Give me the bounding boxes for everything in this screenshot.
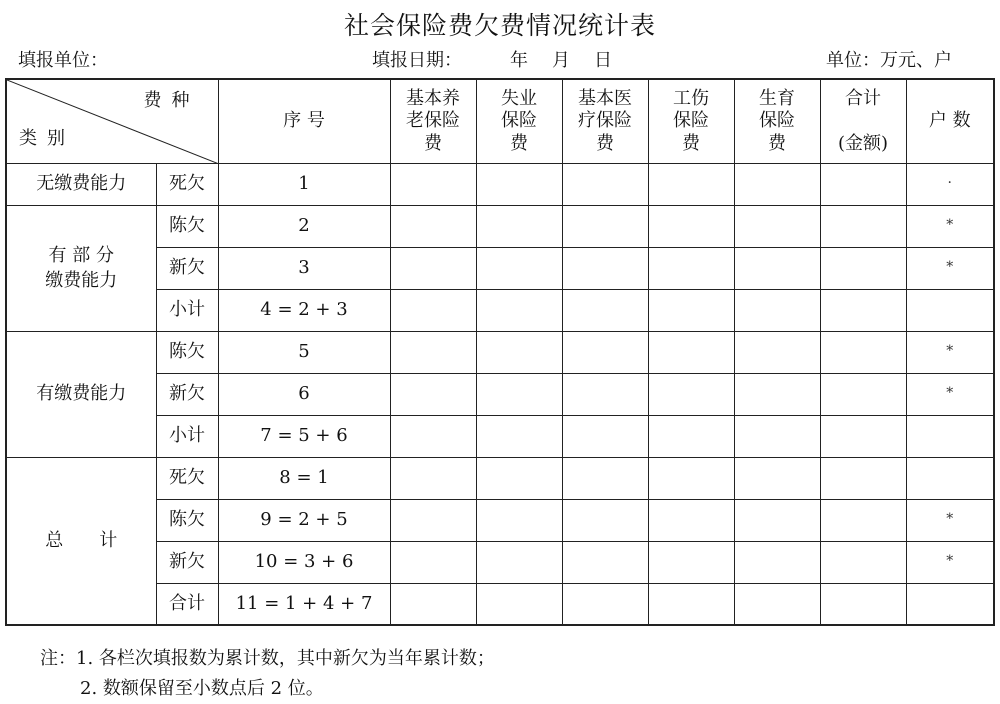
table-row: [6, 205, 994, 247]
group-has-ability: 有缴费能力: [6, 331, 156, 457]
table-row: [6, 331, 994, 373]
page-title: 社会保险费欠费情况统计表: [343, 11, 656, 40]
col-header-total: 合计 (金额): [820, 79, 906, 163]
seq-cell: 7 = 5 + 6: [218, 415, 390, 457]
household-mark: *: [906, 331, 994, 373]
category-label: 类别: [19, 128, 75, 149]
sub-category: 陈欠: [156, 331, 218, 373]
group-partial-ability: 有 部 分 缴费能力: [6, 205, 156, 331]
col-header-injury: 工伤 保险 费: [648, 79, 734, 163]
sub-category: 新欠: [156, 373, 218, 415]
household-mark: *: [906, 541, 994, 583]
seq-cell: 3: [218, 247, 390, 289]
fee-type-label: 费种: [143, 90, 200, 111]
sub-category: 死欠: [156, 163, 218, 205]
household-mark: *: [906, 205, 994, 247]
day-label: 日: [594, 50, 612, 71]
sub-category: 小计: [156, 289, 218, 331]
seq-cell: 4 = 2 + 3: [218, 289, 390, 331]
group-total: 总 计: [6, 457, 156, 625]
col-header-maternity: 生育 保险 费: [734, 79, 820, 163]
seq-cell: 11 = 1 + 4 + 7: [218, 583, 390, 625]
reporting-date-label: 填报日期：: [372, 50, 462, 71]
col-header-medical: 基本医 疗保险 费: [562, 79, 648, 163]
money-unit-label: 单位：万元、户: [826, 50, 952, 71]
col-header-unemployment: 失业 保险 费: [476, 79, 562, 163]
household-mark: *: [906, 373, 994, 415]
footnotes: [40, 644, 495, 704]
seq-cell: 2: [218, 205, 390, 247]
diagonal-header-cell: [6, 79, 218, 163]
household-mark: *: [906, 247, 994, 289]
month-label: 月: [552, 50, 570, 71]
arrears-statistics-table: [5, 78, 995, 626]
header-row: [6, 79, 994, 163]
seq-cell: 9 = 2 + 5: [218, 499, 390, 541]
group-no-ability: 无缴费能力: [6, 163, 156, 205]
sub-category: 死欠: [156, 457, 218, 499]
sub-category: 陈欠: [156, 499, 218, 541]
note-2: 2. 数额保留至小数点后 2 位。: [80, 678, 324, 699]
col-header-pension: 基本养 老保险 费: [390, 79, 476, 163]
seq-cell: 10 = 3 + 6: [218, 541, 390, 583]
seq-cell: 6: [218, 373, 390, 415]
reporting-unit-label: 填报单位：: [18, 50, 108, 71]
seq-header: 序 号: [218, 79, 390, 163]
year-label: 年: [510, 50, 528, 71]
note-1: 注：1. 各栏次填报数为累计数，其中新欠为当年累计数；: [40, 648, 495, 669]
household-mark: [906, 583, 994, 625]
household-mark: [906, 457, 994, 499]
sub-category: 合计: [156, 583, 218, 625]
seq-cell: 8 = 1: [218, 457, 390, 499]
household-mark: [906, 289, 994, 331]
household-mark: *: [906, 499, 994, 541]
sub-category: 陈欠: [156, 205, 218, 247]
sub-category: 新欠: [156, 247, 218, 289]
sub-category: 新欠: [156, 541, 218, 583]
reporting-date: [372, 46, 612, 72]
col-header-households: 户 数: [906, 79, 994, 163]
table-row: [6, 457, 994, 499]
seq-cell: 1: [218, 163, 390, 205]
household-mark: [906, 415, 994, 457]
table-row: [6, 163, 994, 205]
sub-category: 小计: [156, 415, 218, 457]
household-mark: ·: [906, 163, 994, 205]
seq-cell: 5: [218, 331, 390, 373]
